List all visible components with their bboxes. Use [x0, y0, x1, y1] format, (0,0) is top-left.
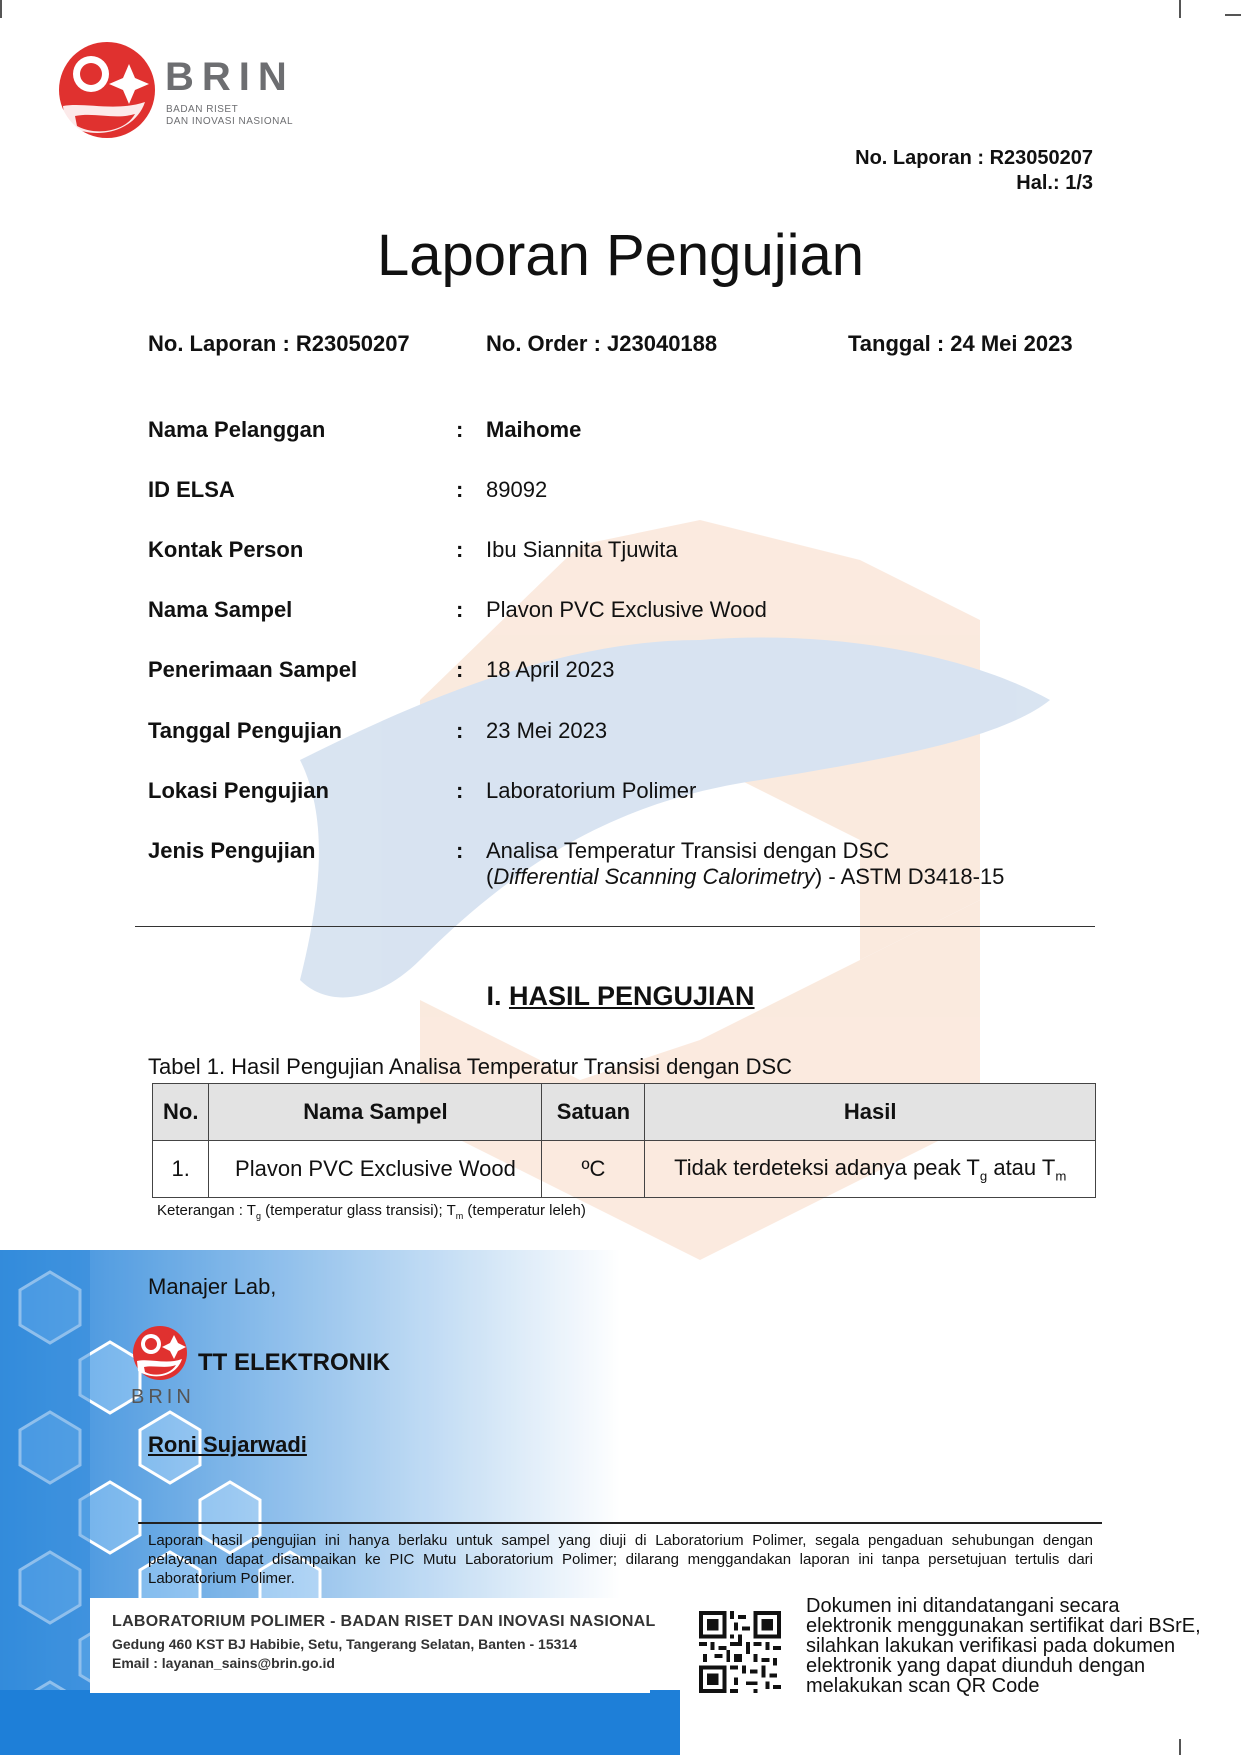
document-title: Laporan Pengujian [377, 223, 864, 288]
signature-brin-word: BRIN [131, 1386, 195, 1408]
brin-logo-subtitle-1: BADAN RISET [166, 104, 239, 115]
detail-value-contact: Ibu Siannita Tjuwita [486, 537, 678, 562]
brin-logo-word: BRIN [165, 55, 295, 99]
footer-lab-name: LABORATORIUM POLIMER - BADAN RISET DAN INOVASI NASIONAL [112, 1613, 656, 1630]
detail-label-receipt: Penerimaan Sampel [148, 657, 358, 682]
crop-mark [1179, 1739, 1181, 1755]
detail-value-test-type-line2: (Differential Scanning Calorimetry) - ASTM D3418-15 [486, 864, 1005, 889]
detail-value-elsa-id: 89092 [486, 477, 548, 502]
qr-code[interactable] [699, 1611, 781, 1693]
detail-colon: : [456, 838, 464, 863]
detail-label-elsa-id: ID ELSA [148, 477, 235, 502]
detail-colon: : [456, 477, 464, 502]
detail-colon: : [456, 718, 464, 743]
manager-name: Roni Sujarwadi [148, 1432, 307, 1457]
cell-result: Tidak terdeteksi adanya peak $T_g$ atau $T_m$ [645, 1141, 1096, 1198]
header-unit: Satuan [542, 1084, 645, 1141]
detail-value-test-type-line1: Analisa Temperatur Transisi dengan DSC [486, 838, 890, 863]
section-title: I. HASIL PENGUJIAN [486, 981, 755, 1011]
brin-logo-subtitle-2: DAN INOVASI NASIONAL [166, 116, 294, 127]
table-header-row [153, 1084, 1096, 1141]
detail-colon: : [456, 537, 464, 562]
table-row [153, 1141, 1096, 1198]
manager-label: Manajer Lab, [148, 1274, 277, 1299]
header-page-number: Hal.: 1/3 [1016, 172, 1093, 194]
crop-mark [1225, 14, 1241, 16]
detail-colon: : [456, 657, 464, 682]
section-divider [135, 926, 1095, 927]
cell-sample: Plavon PVC Exclusive Wood [209, 1141, 542, 1198]
table-caption: Tabel 1. Hasil Pengujian Analisa Temperatur Transisi dengan DSC [148, 1054, 793, 1079]
header-result: Hasil [645, 1084, 1096, 1141]
detail-label-contact: Kontak Person [148, 537, 304, 562]
detail-label-test-type: Jenis Pengujian [148, 838, 316, 863]
detail-value-customer: Maihome [486, 417, 582, 442]
detail-label-test-date: Tanggal Pengujian [148, 718, 342, 743]
results-table [152, 1083, 1096, 1198]
detail-colon: : [456, 417, 464, 442]
crop-mark [1179, 0, 1181, 18]
detail-colon: : [456, 778, 464, 803]
esign-verification-note: Dokumen ini ditandatangani secara elektronik menggunakan sertifikat dari BSrE, silahkan lakukan verifikasi pada dokumen elektronik yang dapat diunduh dengan melakukan scan QR Code [806, 1595, 1201, 1697]
footer-address: Gedung 460 KST BJ Habibie, Setu, Tangerang Selatan, Banten - 15314 [112, 1636, 577, 1652]
crop-mark [0, 0, 2, 18]
detail-value-location: Laboratorium Polimer [486, 778, 697, 803]
detail-label-sample: Nama Sampel [148, 597, 293, 622]
footer-divider [138, 1522, 1102, 1524]
detail-label-location: Lokasi Pengujian [148, 778, 329, 803]
meta-date: Tanggal : 24 Mei 2023 [848, 331, 1073, 356]
electronic-signature-label: TT ELEKTRONIK [198, 1349, 390, 1376]
table-note: Keterangan : $T_g$ (temperatur glass transisi); $T_m$ (temperatur leleh) [157, 1202, 586, 1221]
detail-value-test-date: 23 Mei 2023 [486, 718, 608, 743]
header-report-number: No. Laporan : R23050207 [855, 147, 1093, 169]
brin-signature-logo [132, 1325, 202, 1381]
detail-value-receipt: 18 April 2023 [486, 657, 615, 682]
footer-email: Email : layanan_sains@brin.go.id [112, 1655, 335, 1671]
cell-no: 1. [153, 1141, 209, 1198]
detail-colon: : [456, 597, 464, 622]
cell-unit: ºC [542, 1141, 645, 1198]
header-sample: Nama Sampel [209, 1084, 542, 1141]
disclaimer-text: Laporan hasil pengujian ini hanya berlaku untuk sampel yang diuji di Laboratorium Polimer, segala pengaduan sehubungan dengan pelayanan dapat disampaikan ke PIC Mutu Laboratorium Polimer; dilarang menggandakan laporan ini tanpa persetujuan tertulis dari Laboratorium Polimer. [148, 1532, 1093, 1587]
meta-order-number: No. Order : J23040188 [486, 331, 718, 356]
meta-report-number: No. Laporan : R23050207 [148, 331, 410, 356]
detail-label-customer: Nama Pelanggan [148, 417, 326, 442]
detail-value-sample: Plavon PVC Exclusive Wood [486, 597, 767, 622]
header-no: No. [153, 1084, 209, 1141]
